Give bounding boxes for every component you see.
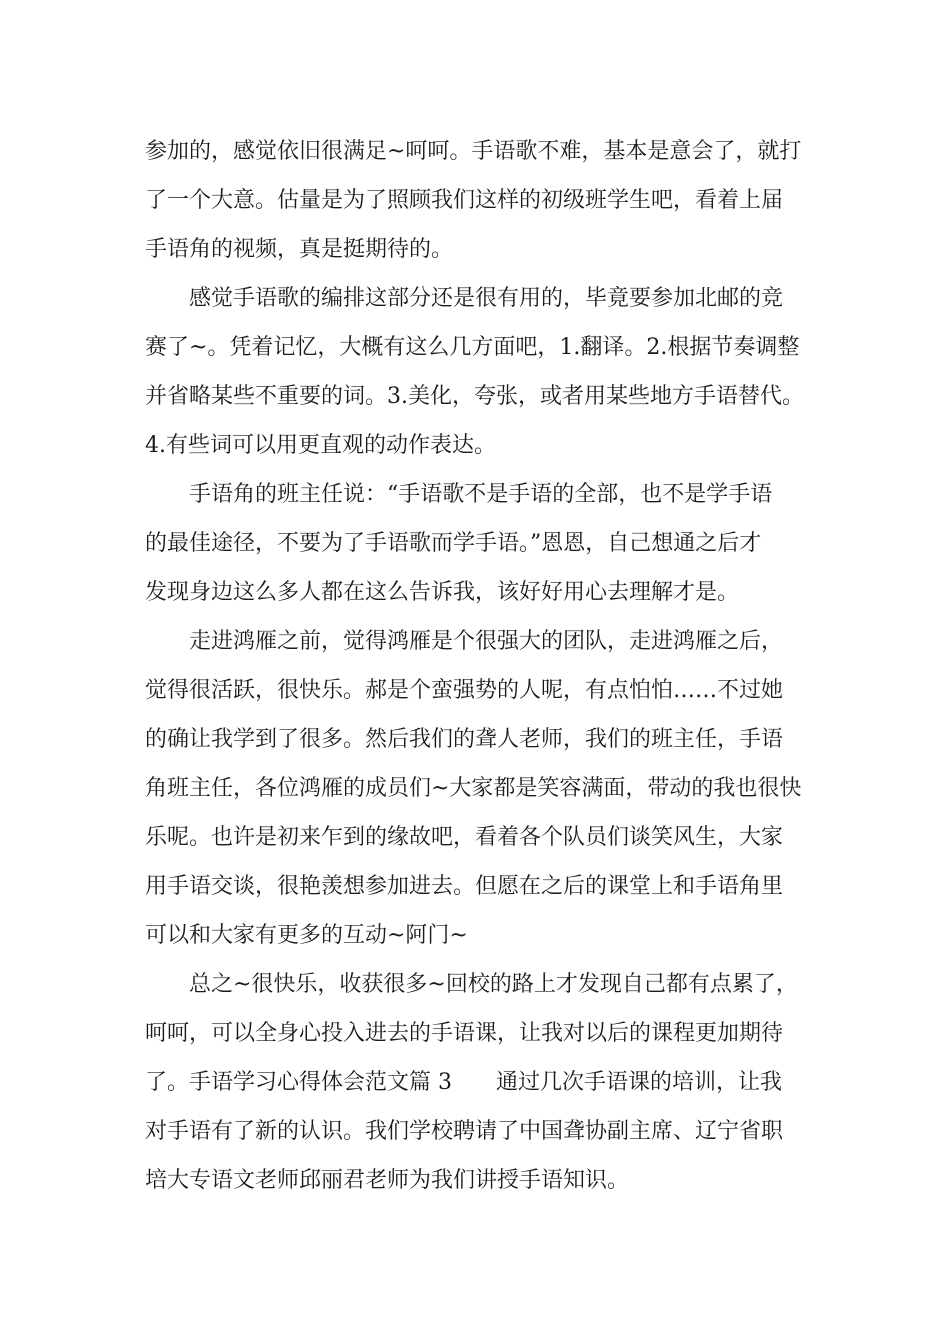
text-line: 手语角的班主任说：“手语歌不是手语的全部，也不是学手语	[189, 482, 773, 507]
paragraph-5	[145, 960, 815, 1205]
text-line: 发现身边这么多人都在这么告诉我，该好好用心去理解才是。	[145, 580, 740, 605]
text-line: 用手语交谈，很艳羡想参加进去。但愿在之后的课堂上和手语角里	[145, 874, 784, 899]
text-line: 培大专语文老师邱丽君老师为我们讲授手语知识。	[145, 1168, 630, 1193]
text-line: 并省略某些不重要的词。3.美化，夸张，或者用某些地方手语替代。	[145, 384, 804, 409]
text-line: 的最佳途径，不要为了手语歌而学手语。”恩恩，自己想通之后才	[145, 531, 762, 556]
text-line: 角班主任，各位鸿雁的成员们~大家都是笑容满面，带动的我也很快	[145, 776, 802, 801]
text-line: 觉得很活跃，很快乐。郝是个蛮强势的人呢，有点怕怕……不过她	[145, 678, 784, 703]
text-line: 了。手语学习心得体会范文篇 3 通过几次手语课的培训，让我	[145, 1070, 782, 1095]
body-text	[145, 127, 815, 1205]
text-line: 对手语有了新的认识。我们学校聘请了中国聋协副主席、辽宁省职	[145, 1119, 784, 1144]
text-line: 4.有些词可以用更直观的动作表达。	[145, 433, 496, 458]
paragraph-1	[145, 127, 815, 274]
paragraph-3	[145, 470, 815, 617]
text-line: 了一个大意。估量是为了照顾我们这样的初级班学生吧，看着上届	[145, 188, 784, 213]
text-line: 乐呢。也许是初来乍到的缘故吧，看着各个队员们谈笑风生，大家	[145, 825, 784, 850]
paragraph-4	[145, 617, 815, 960]
text-line: 呵呵，可以全身心投入进去的手语课，让我对以后的课程更加期待	[145, 1021, 784, 1046]
text-line: 感觉手语歌的编排这部分还是很有用的，毕竟要参加北邮的竞	[189, 286, 784, 311]
text-line: 总之~很快乐，收获很多~回校的路上才发现自己都有点累了，	[189, 972, 798, 997]
paragraph-2	[145, 274, 815, 470]
text-line: 走进鸿雁之前，觉得鸿雁是个很强大的团队，走进鸿雁之后，	[189, 629, 784, 654]
text-line: 手语角的视频，真是挺期待的。	[145, 237, 454, 262]
text-line: 赛了~。凭着记忆，大概有这么几方面吧，1.翻译。2.根据节奏调整	[145, 335, 800, 360]
text-line: 可以和大家有更多的互动~阿门~	[145, 923, 468, 948]
text-line: 的确让我学到了很多。然后我们的聋人老师，我们的班主任，手语	[145, 727, 784, 752]
text-line: 参加的，感觉依旧很满足~呵呵。手语歌不难，基本是意会了，就打	[145, 139, 802, 164]
